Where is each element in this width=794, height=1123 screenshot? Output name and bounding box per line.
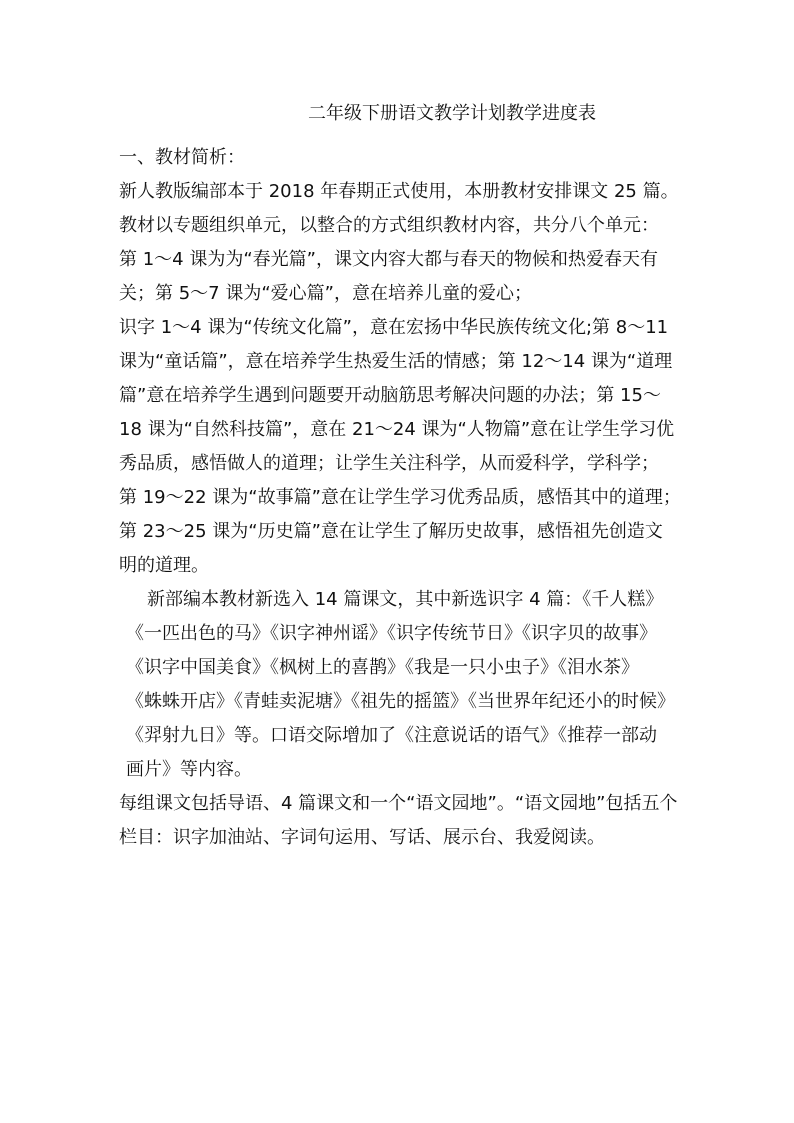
paragraph-line: 第 19～22 课为“故事篇”意在让学生学习优秀品质，感悟其中的道理； — [119, 487, 681, 508]
paragraph-line: 识字 1～4 课为“传统文化篇”，意在宏扬中华民族传统文化;第 8～11 — [119, 317, 669, 338]
paragraph-line: 关；第 5～7 课为“爱心篇”，意在培养儿童的爱心； — [119, 283, 532, 304]
paragraph-line: 第 23～25 课为“历史篇”意在让学生了解历史故事，感悟祖先创造文 — [119, 521, 663, 542]
paragraph-line: 新人教版编部本于 2018 年春期正式使用，本册教材安排课文 25 篇。 — [119, 181, 679, 202]
paragraph-line: 第 1～4 课为为“春光篇”，课文内容大都与春天的物候和热爱春天有 — [119, 249, 658, 270]
paragraph-line: 栏目：识字加油站、字词句运用、写话、展示台、我爱阅读。 — [119, 827, 605, 848]
paragraph-line: 秀品质，感悟做人的道理；让学生关注科学，从而爱科学，学科学； — [119, 453, 659, 474]
document-body — [119, 141, 689, 855]
paragraph-line: 每组课文包括导语、4 篇课文和一个“语文园地”。“语文园地”包括五个 — [119, 793, 678, 814]
paragraph-line: 明的道理。 — [119, 555, 209, 576]
section-heading: 一、教材简析： — [119, 147, 245, 168]
book-list-line: 《蛛蛛开店》《青蛙卖泥塘》《祖先的摇篮》《当世界年纪还小的时候》 — [126, 691, 675, 712]
book-list-line: 《识字中国美食》《枫树上的喜鹊》《我是一只小虫子》《泪水茶》 — [126, 657, 639, 678]
paragraph-line: 教材以专题组织单元，以整合的方式组织教材内容，共分八个单元： — [119, 215, 659, 236]
book-list-line: 画片》等内容。 — [126, 759, 252, 780]
book-list-line: 《羿射九日》等。口语交际增加了《注意说话的语气》《推荐一部动 — [126, 725, 657, 746]
paragraph-line: 课为“童话篇”，意在培养学生热爱生活的情感；第 12～14 课为“道理 — [119, 351, 673, 372]
document-title: 二年级下册语文教学计划教学进度表 — [308, 103, 596, 124]
paragraph-line-indented: 新部编本教材新选入 14 篇课文，其中新选识字 4 篇：《千人糕》 — [147, 589, 664, 610]
book-list-line: 《一匹出色的马》《识字神州谣》《识字传统节日》《识字贝的故事》 — [126, 623, 657, 644]
paragraph-line: 篇”意在培养学生遇到问题要开动脑筋思考解决问题的办法；第 15～ — [119, 385, 661, 406]
paragraph-line: 18 课为“自然科技篇”，意在 21～24 课为“人物篇”意在让学生学习优 — [119, 419, 675, 440]
